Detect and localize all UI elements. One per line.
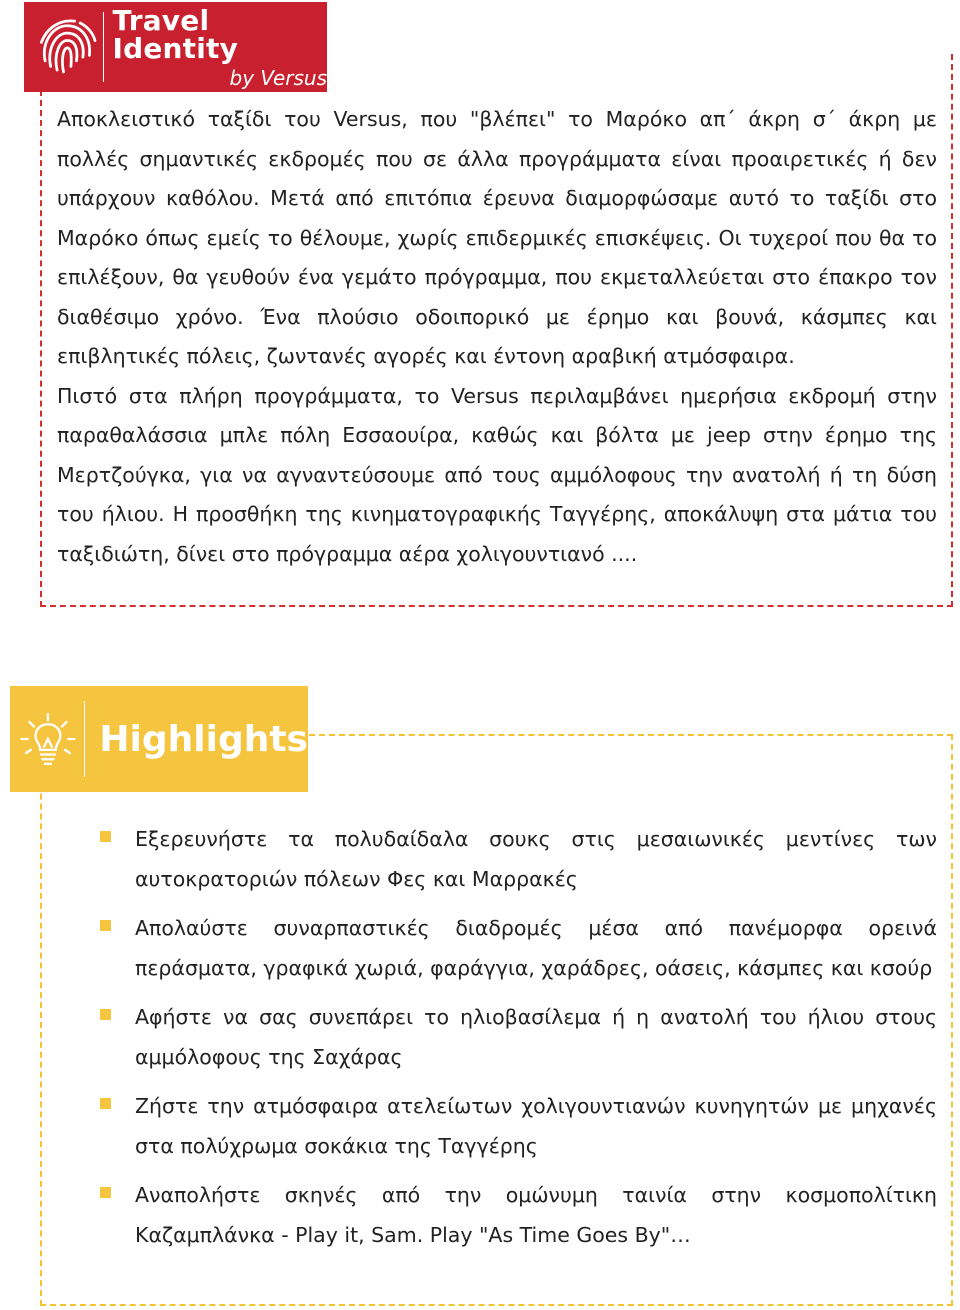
highlight-text: Απολαύστε συναρπαστικές διαδρομές μέσα από πανέμορφα ορεινά περάσματα, γραφικά χωριά, φαράγγια, χαράδρες, οάσεις, κάσμπες και κσούρ <box>135 916 937 980</box>
lightbulb-icon <box>20 703 76 775</box>
highlights-badge <box>10 686 308 792</box>
bullet-square-icon <box>100 1098 111 1109</box>
bullet-square-icon <box>100 831 111 842</box>
intro-paragraph-1: Αποκλειστικό ταξίδι του Versus, που "βλέπει" το Μαρόκο απ΄ άκρη σ΄ άκρη με πολλές σημαντικές εκδρομές που σε άλλα προγράμματα είναι προαιρετικές ή δεν υπάρχουν καθόλου. Μετά από επιτόπια έρευνα διαμορφώσαμε αυτό το ταξίδι στο Μαρόκο όπως εμείς το θέλουμε, χωρίς επιδερμικές επισκέψεις. Οι τυχεροί που θα το επιλέξουν, θα γευθούν ένα γεμάτο πρόγραμμα, που εκμεταλλεύεται στο έπακρο τον διαθέσιμο χρόνο. Ένα πλούσιο οδοιπορικό με έρημο και βουνά, κάσμπες και επιβλητικές πόλεις, ζωντανές αγορές και έντονη αραβική ατμόσφαιρα. <box>57 107 937 368</box>
logo-separator <box>103 12 105 82</box>
list-item <box>100 1176 937 1255</box>
bullet-square-icon <box>100 1009 111 1020</box>
list-item <box>100 998 937 1077</box>
bullet-square-icon <box>100 920 111 931</box>
highlight-text: Εξερευνήστε τα πολυδαίδαλα σουκς στις μεσαιωνικές μεντίνες των αυτοκρατοριών πόλεων Φες και Μαρρακές <box>135 827 937 891</box>
highlights-title: Highlights <box>99 718 308 760</box>
highlight-text: Αναπολήστε σκηνές από την ομώνυμη ταινία στην κοσμοπολίτικη Καζαμπλάνκα - Play it, Sam. Play "As Time Goes By"… <box>135 1183 937 1247</box>
logo-subtitle: by Versus <box>229 65 327 90</box>
list-item <box>100 909 937 988</box>
list-item <box>100 820 937 899</box>
logo-text <box>112 3 327 90</box>
highlights-separator <box>84 701 86 777</box>
logo-title: Travel Identity <box>112 3 239 65</box>
intro-frame-left-edge <box>40 90 42 607</box>
highlight-text: Αφήστε να σας συνεπάρει το ηλιοβασίλεμα ή η ανατολή του ήλιου στους αμμόλοφους της Σαχάρας <box>135 1005 937 1069</box>
highlight-text: Ζήστε την ατμόσφαιρα ατελείωτων χολιγουντιανών κυνηγητών με μηχανές στα πολύχρωμα σοκάκια της Ταγγέρης <box>135 1094 937 1158</box>
highlights-list <box>100 820 937 1265</box>
intro-text <box>57 100 937 574</box>
travel-identity-logo <box>24 2 327 92</box>
list-item <box>100 1087 937 1166</box>
bullet-square-icon <box>100 1187 111 1198</box>
fingerprint-icon <box>34 12 99 82</box>
intro-paragraph-2: Πιστό στα πλήρη προγράμματα, το Versus περιλαμβάνει ημερήσια εκδρομή στην παραθαλάσσια μπλε πόλη Εσσαουίρα, καθώς και βόλτα με jeep στην έρημο της Μερτζούγκα, για να αγναντεύσουμε από τους αμμόλοφους την ανατολή ή τη δύση του ήλιου. Η προσθήκη της κινηματογραφικής Ταγγέρης, αποκάλυψη στα μάτια του ταξιδιώτη, δίνει στο πρόγραμμα αέρα χολιγουντιανό .... <box>57 383 937 566</box>
